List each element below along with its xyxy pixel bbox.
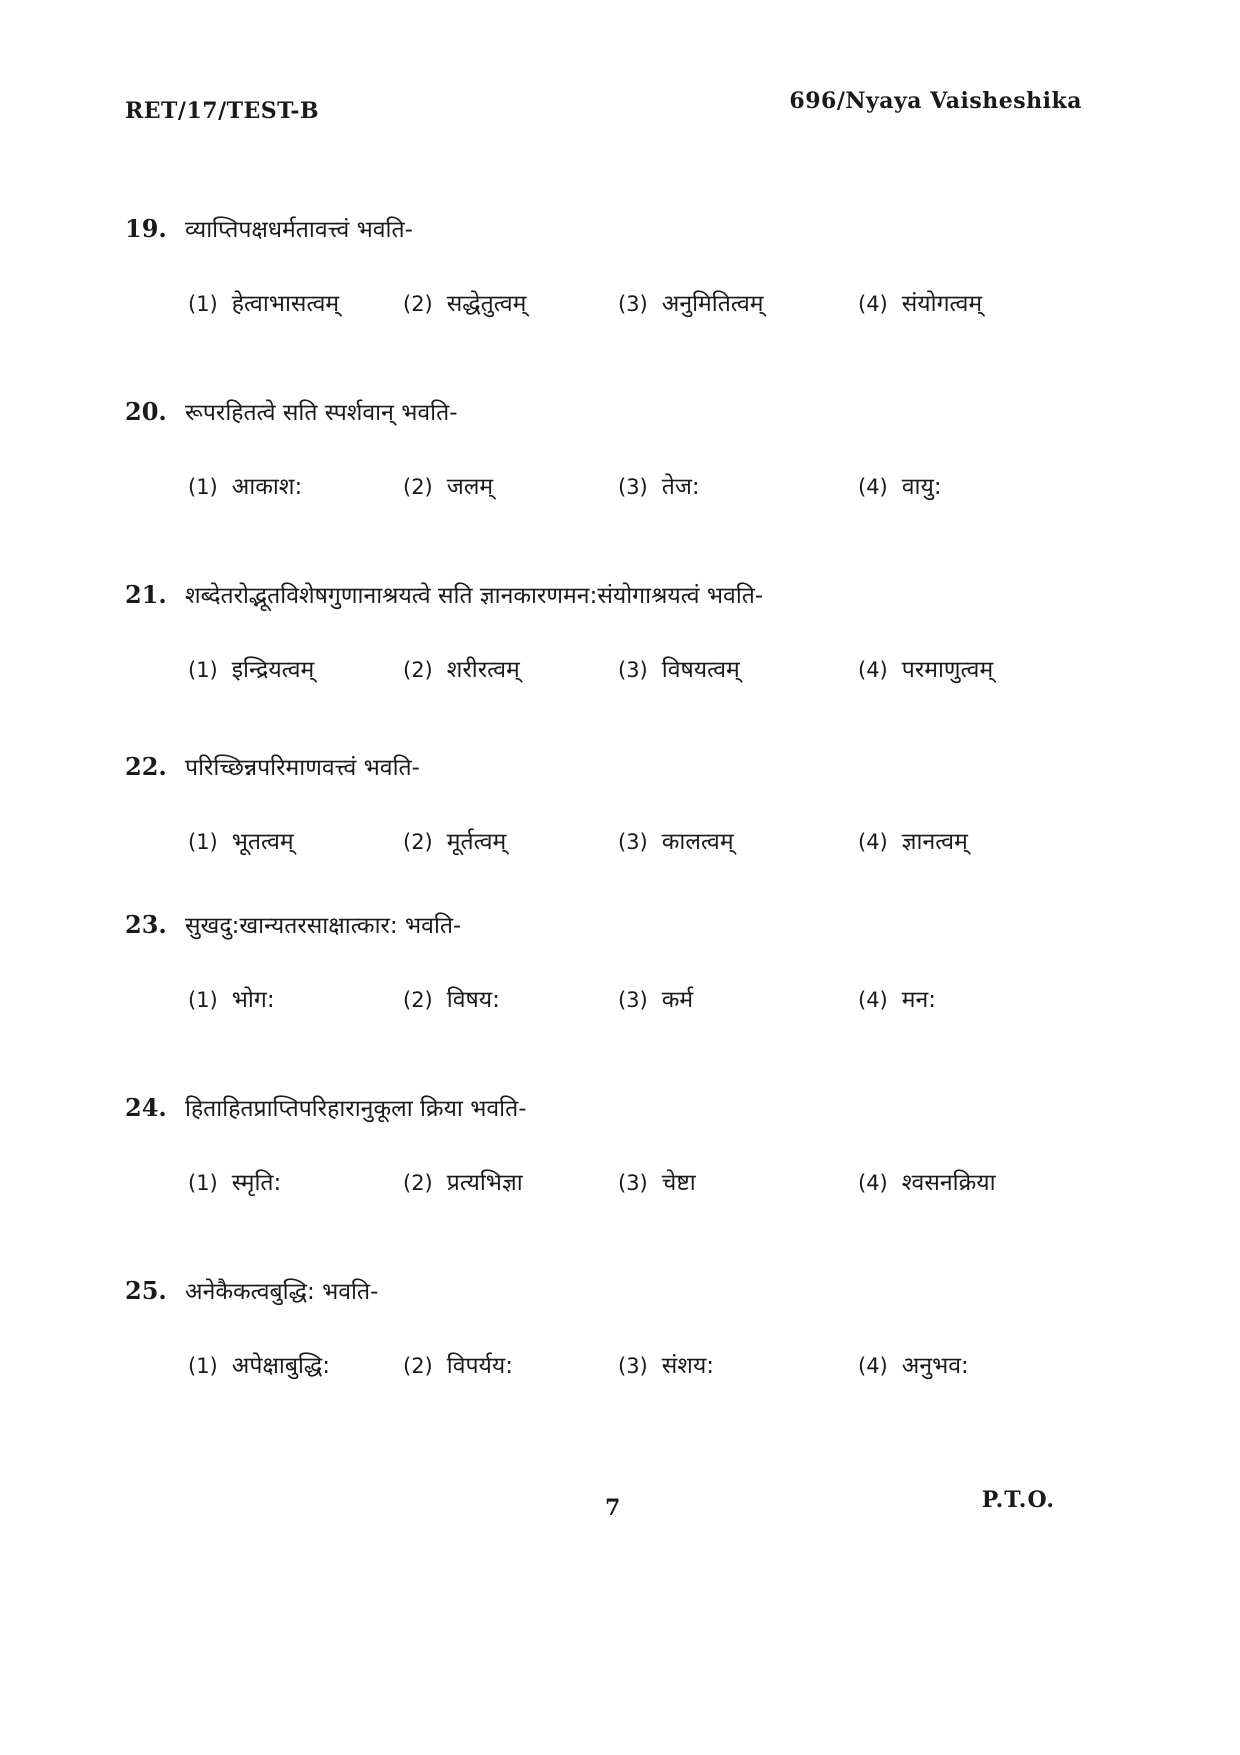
option-3 bbox=[618, 1348, 858, 1380]
option-number: (3) bbox=[618, 1171, 648, 1195]
options-row bbox=[188, 469, 1085, 509]
option-number: (4) bbox=[858, 830, 888, 854]
option-text: सद्धेतुत्वम् bbox=[446, 291, 527, 317]
paper-subject: 696/Nyaya Vaisheshika bbox=[789, 88, 1082, 114]
question-text: शब्देतरोद्भूतविशेषगुणानाश्रयत्वे सति ज्ञानकारणमन:संयोगाश्रयत्वं भवति- bbox=[185, 583, 764, 609]
page-footer bbox=[125, 1487, 1100, 1535]
options-row bbox=[188, 286, 1085, 326]
question-stem bbox=[125, 1274, 1085, 1314]
option-2 bbox=[403, 824, 618, 856]
option-number: (2) bbox=[403, 1171, 433, 1195]
question-text: परिच्छिन्नपरिमाणवत्त्वं भवति- bbox=[185, 755, 420, 781]
option-1 bbox=[188, 652, 403, 684]
option-number: (2) bbox=[403, 830, 433, 854]
question-19 bbox=[125, 212, 1085, 395]
option-number: (1) bbox=[188, 988, 218, 1012]
option-number: (4) bbox=[858, 658, 888, 682]
option-number: (3) bbox=[618, 988, 648, 1012]
question-text: हिताहितप्राप्तिपरिहारानुकूला क्रिया भवति- bbox=[185, 1096, 527, 1122]
question-23 bbox=[125, 908, 1085, 1091]
option-text: अपेक्षाबुद्धि: bbox=[231, 1353, 331, 1379]
option-4 bbox=[858, 469, 1058, 501]
question-24 bbox=[125, 1091, 1085, 1274]
question-stem bbox=[125, 212, 1085, 252]
options-row bbox=[188, 652, 1085, 692]
option-number: (3) bbox=[618, 658, 648, 682]
option-text: विषय: bbox=[446, 987, 500, 1013]
option-number: (3) bbox=[618, 292, 648, 316]
question-number: 21. bbox=[125, 580, 167, 609]
option-number: (4) bbox=[858, 475, 888, 499]
options-row bbox=[188, 824, 1085, 864]
option-text: शरीरत्वम् bbox=[446, 657, 520, 683]
options-row bbox=[188, 1165, 1085, 1205]
option-number: (4) bbox=[858, 292, 888, 316]
option-1 bbox=[188, 286, 403, 318]
option-text: मूर्तत्वम् bbox=[446, 829, 507, 855]
option-text: परमाणुत्वम् bbox=[901, 657, 994, 683]
page-number: 7 bbox=[605, 1495, 621, 1521]
option-4 bbox=[858, 286, 1058, 318]
option-text: कर्म bbox=[661, 987, 694, 1013]
option-2 bbox=[403, 1165, 618, 1197]
option-text: कालत्वम् bbox=[661, 829, 734, 855]
option-text: भोग: bbox=[231, 987, 275, 1013]
option-text: अनुभव: bbox=[901, 1353, 969, 1379]
question-21 bbox=[125, 578, 1085, 750]
page-header bbox=[125, 88, 1100, 128]
option-4 bbox=[858, 1165, 1058, 1197]
option-text: तेज: bbox=[661, 474, 700, 500]
option-4 bbox=[858, 652, 1058, 684]
option-number: (2) bbox=[403, 292, 433, 316]
option-3 bbox=[618, 652, 858, 684]
option-1 bbox=[188, 982, 403, 1014]
option-text: विषयत्वम् bbox=[661, 657, 740, 683]
option-text: आकाश: bbox=[231, 474, 303, 500]
option-1 bbox=[188, 1348, 403, 1380]
question-number: 25. bbox=[125, 1276, 167, 1305]
option-4 bbox=[858, 982, 1058, 1014]
option-number: (4) bbox=[858, 1354, 888, 1378]
option-text: श्वसनक्रिया bbox=[901, 1170, 996, 1196]
option-text: विपर्यय: bbox=[446, 1353, 513, 1379]
option-3 bbox=[618, 469, 858, 501]
option-number: (2) bbox=[403, 988, 433, 1012]
option-1 bbox=[188, 469, 403, 501]
option-text: जलम् bbox=[446, 474, 494, 500]
question-stem bbox=[125, 908, 1085, 948]
option-1 bbox=[188, 824, 403, 856]
question-text: सुखदु:खान्यतरसाक्षात्कार: भवति- bbox=[185, 913, 462, 939]
option-text: ज्ञानत्वम् bbox=[901, 829, 968, 855]
option-number: (2) bbox=[403, 475, 433, 499]
option-number: (1) bbox=[188, 1354, 218, 1378]
option-number: (2) bbox=[403, 658, 433, 682]
option-text: भूतत्वम् bbox=[231, 829, 294, 855]
question-25 bbox=[125, 1274, 1085, 1457]
option-number: (3) bbox=[618, 830, 648, 854]
option-number: (3) bbox=[618, 475, 648, 499]
option-number: (1) bbox=[188, 1171, 218, 1195]
question-stem bbox=[125, 750, 1085, 790]
option-3 bbox=[618, 286, 858, 318]
options-row bbox=[188, 1348, 1085, 1388]
option-text: मन: bbox=[901, 987, 937, 1013]
question-stem bbox=[125, 1091, 1085, 1131]
question-text: रूपरहितत्वे सति स्पर्शवान् भवति- bbox=[185, 400, 458, 426]
option-2 bbox=[403, 652, 618, 684]
option-number: (1) bbox=[188, 830, 218, 854]
option-1 bbox=[188, 1165, 403, 1197]
option-3 bbox=[618, 824, 858, 856]
option-text: संशय: bbox=[661, 1353, 715, 1379]
question-stem bbox=[125, 395, 1085, 435]
paper-code: RET/17/TEST-B bbox=[125, 98, 320, 124]
question-list bbox=[125, 212, 1085, 1457]
option-number: (4) bbox=[858, 1171, 888, 1195]
option-text: हेत्वाभासत्वम् bbox=[231, 291, 340, 317]
option-number: (1) bbox=[188, 658, 218, 682]
option-number: (4) bbox=[858, 988, 888, 1012]
option-text: अनुमितित्वम् bbox=[661, 291, 764, 317]
question-number: 23. bbox=[125, 910, 167, 939]
option-4 bbox=[858, 824, 1058, 856]
option-number: (1) bbox=[188, 475, 218, 499]
question-text: व्याप्तिपक्षधर्मतावत्त्वं भवति- bbox=[185, 217, 413, 243]
question-22 bbox=[125, 750, 1085, 908]
option-text: वायु: bbox=[901, 474, 942, 500]
question-number: 19. bbox=[125, 214, 167, 243]
option-number: (1) bbox=[188, 292, 218, 316]
option-2 bbox=[403, 1348, 618, 1380]
please-turn-over: P.T.O. bbox=[981, 1487, 1055, 1513]
option-4 bbox=[858, 1348, 1058, 1380]
option-3 bbox=[618, 982, 858, 1014]
question-number: 20. bbox=[125, 397, 167, 426]
option-3 bbox=[618, 1165, 858, 1197]
option-number: (2) bbox=[403, 1354, 433, 1378]
question-20 bbox=[125, 395, 1085, 578]
option-text: इन्द्रियत्वम् bbox=[231, 657, 315, 683]
option-number: (3) bbox=[618, 1354, 648, 1378]
option-2 bbox=[403, 469, 618, 501]
option-text: प्रत्यभिज्ञा bbox=[446, 1170, 523, 1196]
option-text: स्मृति: bbox=[231, 1170, 282, 1196]
option-text: संयोगत्वम् bbox=[901, 291, 983, 317]
question-stem bbox=[125, 578, 1085, 618]
option-text: चेष्टा bbox=[661, 1170, 696, 1196]
question-text: अनेकैकत्वबुद्धि: भवति- bbox=[185, 1279, 379, 1305]
options-row bbox=[188, 982, 1085, 1022]
question-number: 22. bbox=[125, 752, 167, 781]
question-number: 24. bbox=[125, 1093, 167, 1122]
option-2 bbox=[403, 286, 618, 318]
option-2 bbox=[403, 982, 618, 1014]
